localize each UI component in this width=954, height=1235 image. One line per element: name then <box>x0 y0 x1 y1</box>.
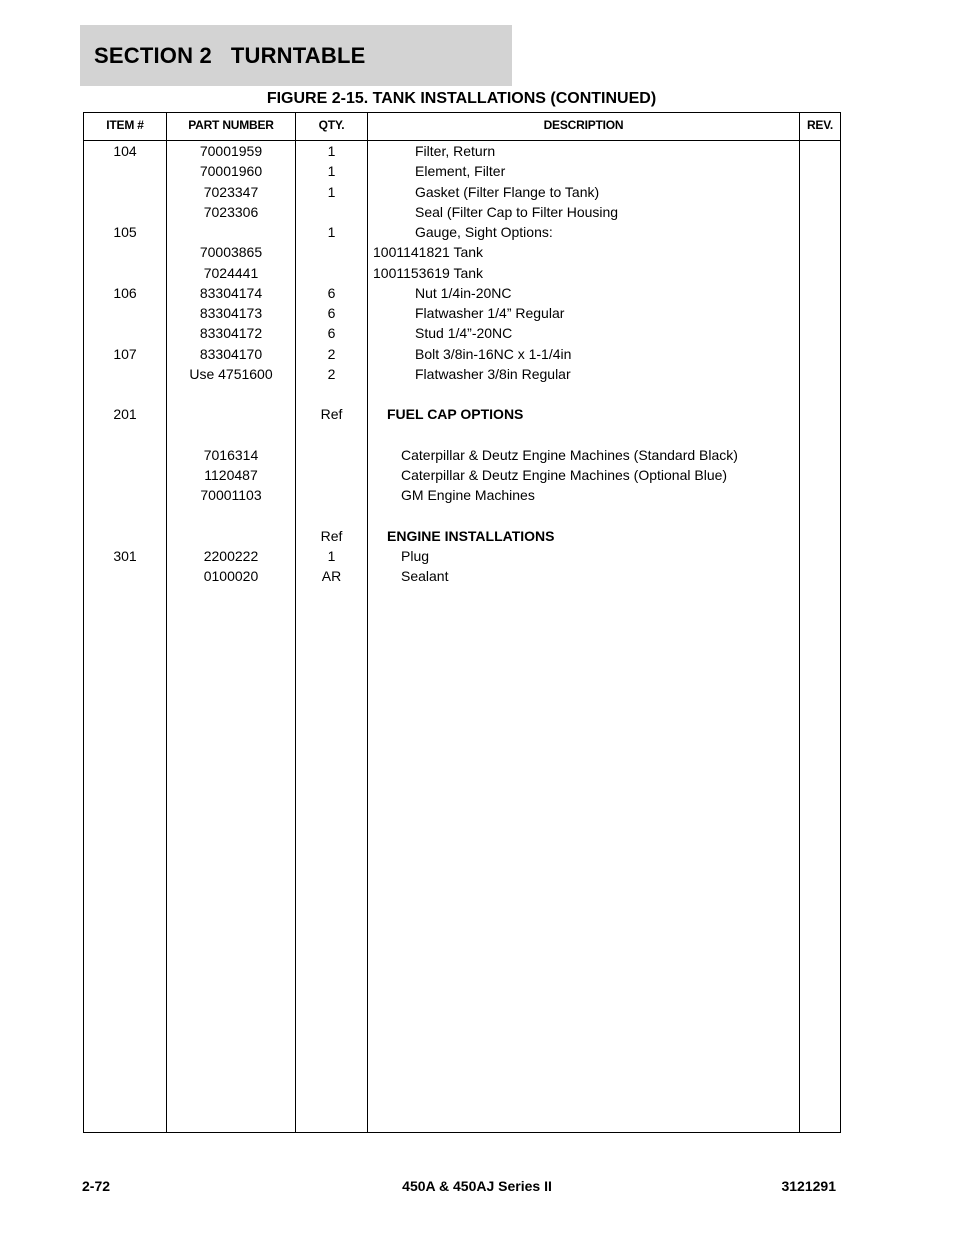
part-number-cell: 70001959 <box>199 143 263 159</box>
table-row <box>84 404 840 424</box>
table-row <box>84 141 840 161</box>
part-number-cell: 7023347 <box>203 183 259 200</box>
description-cell: ENGINE INSTALLATIONS <box>387 527 555 544</box>
qty-cell: 1 <box>327 143 336 159</box>
qty-cell: Ref <box>320 406 343 423</box>
part-number-cell: 0100020 <box>203 568 259 585</box>
item-cell: 301 <box>113 548 137 564</box>
column-header-description: DESCRIPTION <box>543 118 624 132</box>
description-cell: Stud 1/4”-20NC <box>415 325 513 342</box>
part-number-cell: 7023306 <box>203 203 259 220</box>
description-cell: Element, Filter <box>415 163 506 180</box>
table-row <box>84 364 840 384</box>
column-header-qty: QTY. <box>318 118 345 132</box>
table-row <box>84 566 840 586</box>
table-row <box>84 323 840 343</box>
table-row <box>84 283 840 303</box>
description-cell: Plug <box>401 548 430 564</box>
qty-cell: 2 <box>327 345 336 362</box>
part-number-cell: 83304173 <box>199 305 263 321</box>
part-number-cell: 83304170 <box>199 345 263 362</box>
qty-cell: 1 <box>327 163 336 180</box>
table-row <box>84 242 840 262</box>
description-cell: 1001153619 Tank <box>373 264 484 281</box>
item-cell: 107 <box>113 345 137 362</box>
part-number-cell: 1120487 <box>204 467 258 483</box>
part-number-cell: Use 4751600 <box>189 365 273 382</box>
item-cell: 106 <box>113 284 137 301</box>
part-number-cell: 70001103 <box>200 487 262 504</box>
section-banner <box>80 25 512 86</box>
part-number-cell: 7024441 <box>203 264 259 281</box>
description-cell: Caterpillar & Deutz Engine Machines (Optional Blue) <box>401 467 728 483</box>
table-row <box>84 182 840 202</box>
column-header-part-number: PART NUMBER <box>188 118 274 132</box>
parts-table <box>83 112 841 1133</box>
description-cell: Sealant <box>401 568 449 585</box>
document-number: 3121291 <box>781 1178 836 1194</box>
column-header-item: ITEM # <box>106 118 144 132</box>
description-cell: Gauge, Sight Options: <box>415 224 553 240</box>
description-cell: Filter, Return <box>415 143 496 159</box>
part-number-cell: 70003865 <box>199 244 263 261</box>
figure-title: FIGURE 2-15. TANK INSTALLATIONS (CONTINUED) <box>266 90 657 107</box>
table-row <box>84 546 840 566</box>
part-number-cell: 83304174 <box>199 284 263 301</box>
section-title: SECTION 2 TURNTABLE <box>94 42 366 68</box>
qty-cell: 2 <box>327 365 336 382</box>
table-row <box>84 465 840 485</box>
qty-cell: 6 <box>327 325 336 342</box>
table-row <box>84 485 840 505</box>
part-number-cell: 2200222 <box>203 548 259 564</box>
item-cell: 201 <box>113 406 137 423</box>
table-row <box>84 303 840 323</box>
table-row <box>84 425 840 445</box>
table-row <box>84 445 840 465</box>
description-cell: Gasket (Filter Flange to Tank) <box>415 183 600 200</box>
table-row <box>84 344 840 364</box>
qty-cell: 1 <box>327 183 336 200</box>
table-row <box>84 263 840 283</box>
description-cell: Nut 1/4in-20NC <box>415 284 512 301</box>
part-number-cell: 70001960 <box>199 163 263 180</box>
qty-cell: 6 <box>327 284 336 301</box>
description-cell: GM Engine Machines <box>401 487 535 504</box>
description-cell: Caterpillar & Deutz Engine Machines (Standard Black) <box>401 446 738 463</box>
qty-cell: Ref <box>320 527 343 544</box>
table-row <box>84 384 840 404</box>
description-cell: Seal (Filter Cap to Filter Housing <box>415 203 619 220</box>
column-header-rev: REV. <box>806 118 834 132</box>
qty-cell: 6 <box>327 305 336 321</box>
table-row <box>84 161 840 181</box>
table-row <box>84 202 840 222</box>
part-number-cell: 83304172 <box>199 325 263 342</box>
description-cell: FUEL CAP OPTIONS <box>387 406 524 423</box>
description-cell: Flatwasher 3/8in Regular <box>415 365 571 382</box>
model-name: 450A & 450AJ Series II <box>402 1178 552 1194</box>
description-cell: 1001141821 Tank <box>373 244 484 261</box>
item-cell: 104 <box>113 143 137 159</box>
table-row <box>84 506 840 526</box>
description-cell: Flatwasher 1/4” Regular <box>415 305 565 321</box>
qty-cell: 1 <box>327 548 336 564</box>
qty-cell: AR <box>321 568 342 585</box>
table-row <box>84 526 840 546</box>
table-row <box>84 222 840 242</box>
item-cell: 105 <box>113 224 137 240</box>
page-number: 2-72 <box>82 1178 111 1194</box>
description-cell: Bolt 3/8in-16NC x 1-1/4in <box>415 345 572 362</box>
qty-cell: 1 <box>327 224 336 240</box>
table-body <box>84 141 840 587</box>
part-number-cell: 7016314 <box>203 446 259 463</box>
